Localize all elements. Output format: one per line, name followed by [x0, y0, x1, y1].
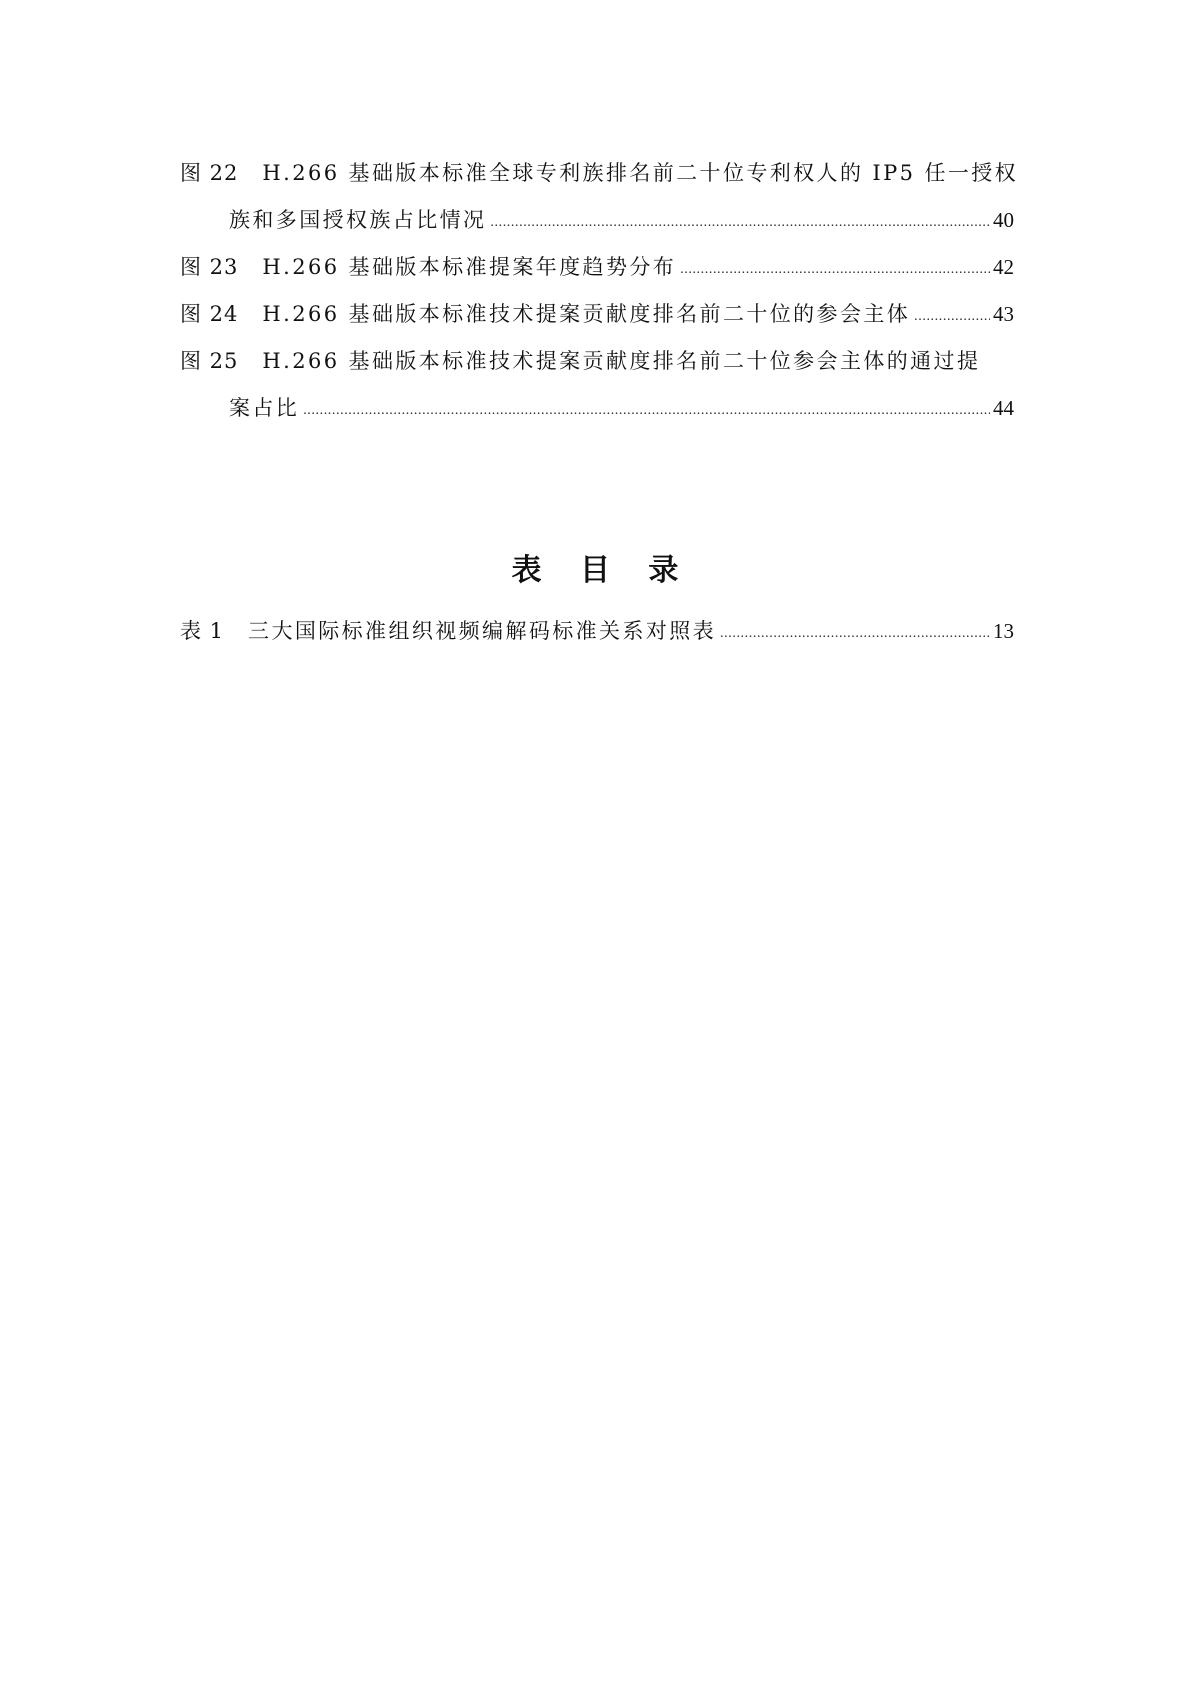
toc-entry-title: H.266 基础版本标准提案年度趋势分布 [262, 255, 677, 279]
toc-entry-figure-23[interactable] [180, 244, 1014, 291]
toc-entry-line [180, 608, 1014, 655]
toc-entry-title: H.266 基础版本标准技术提案贡献度排名前二十位参会主体的通过提 [262, 349, 981, 373]
toc-entry-title: H.266 基础版本标准技术提案贡献度排名前二十位的参会主体 [262, 302, 911, 326]
toc-entry-page-number: 13 [993, 619, 1014, 643]
dot-leader [720, 610, 990, 657]
toc-entry-label: 图 23 [180, 255, 239, 279]
toc-entry-label: 表 1 [180, 619, 225, 643]
toc-entry-page-number: 44 [993, 396, 1014, 420]
toc-entry-line [180, 244, 1014, 291]
toc-entry-label: 图 22 [180, 161, 239, 185]
dot-leader [303, 387, 990, 434]
toc-entry-page-number: 40 [993, 208, 1014, 232]
table-of-tables-heading: 表 目 录 [511, 553, 693, 588]
toc-entry-label: 图 25 [180, 349, 239, 373]
toc-entry-title-continuation: 族和多国授权族占比情况 [229, 208, 487, 232]
toc-entry-table-1[interactable] [180, 608, 1014, 655]
toc-entry-page-number: 42 [993, 255, 1014, 279]
toc-entry-figure-24[interactable] [180, 291, 1014, 338]
figure-toc-list [180, 150, 1019, 432]
dot-leader [490, 199, 990, 246]
dot-leader [680, 246, 990, 293]
dot-leader [914, 293, 990, 340]
toc-entry-title: H.266 基础版本标准全球专利族排名前二十位专利权人的 IP5 任一授权 [262, 161, 1019, 185]
toc-entry-continuation-line [180, 197, 1014, 244]
toc-entry-page-number: 43 [993, 302, 1014, 326]
toc-entry-label: 图 24 [180, 302, 239, 326]
toc-entry-title-continuation: 案占比 [229, 396, 300, 420]
toc-entry-continuation-line [180, 385, 1014, 432]
table-toc-list [180, 608, 1014, 655]
toc-entry-line [180, 338, 1014, 385]
toc-entry-title: 三大国际标准组织视频编解码标准关系对照表 [248, 619, 717, 643]
toc-entry-line [180, 291, 1014, 338]
toc-entry-figure-22[interactable] [180, 150, 1019, 244]
toc-entry-figure-25[interactable] [180, 338, 1014, 432]
toc-entry-line [180, 150, 1019, 197]
